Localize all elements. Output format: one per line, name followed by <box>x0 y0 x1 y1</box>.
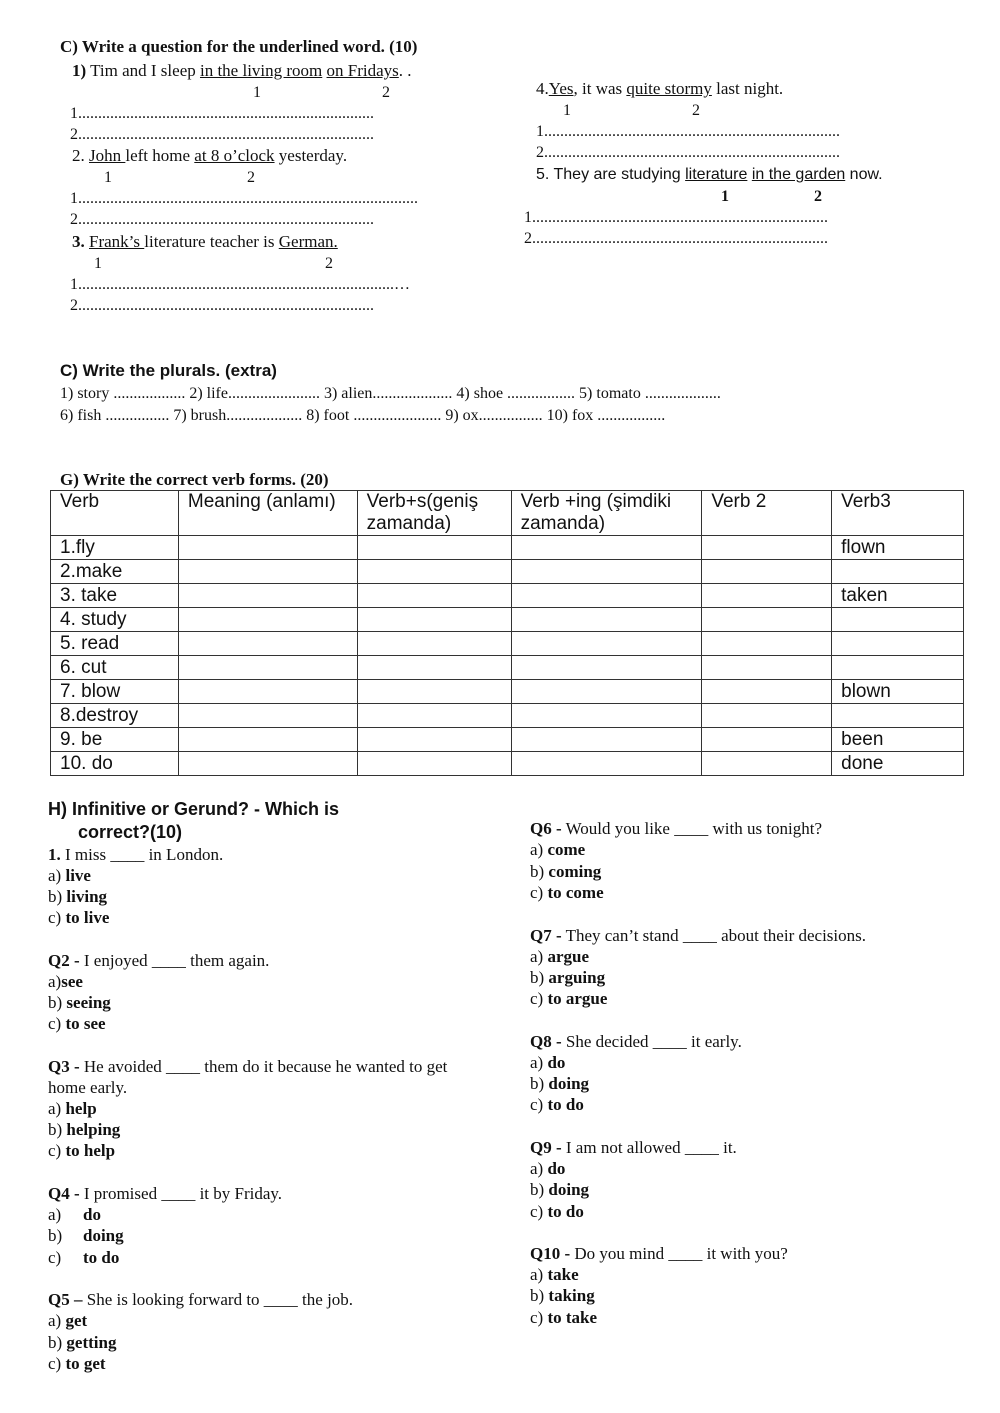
mark-1: 1 <box>94 255 102 272</box>
answer-line-2[interactable]: 2.......................................................................... <box>70 126 374 143</box>
verb-ing-cell[interactable] <box>511 656 702 680</box>
sentence-post: . . <box>398 61 412 80</box>
verb2-cell[interactable] <box>702 704 832 728</box>
option-letter: b) <box>48 1333 67 1352</box>
sentence-pre: Tim and I sleep <box>86 61 200 80</box>
question-item-5 <box>536 165 883 184</box>
verb-cell: 5. read <box>51 632 179 656</box>
header-verb2: Verb 2 <box>702 491 832 536</box>
option-letter: b) <box>530 968 549 987</box>
option-answer: to come <box>547 883 604 902</box>
verb-s-cell[interactable] <box>357 680 511 704</box>
plurals-title: C) Write the plurals. (extra) <box>60 361 277 380</box>
verb2-cell[interactable] <box>702 632 832 656</box>
option-letter: c) <box>48 908 66 927</box>
option-a[interactable] <box>530 947 589 967</box>
question-text: I am not allowed ____ it. <box>561 1138 737 1157</box>
question-label: Q9 - <box>530 1138 562 1157</box>
verb-ing-cell[interactable] <box>511 680 702 704</box>
table-header-row <box>51 491 964 536</box>
option-c[interactable] <box>48 1141 115 1161</box>
option-answer: to take <box>547 1308 598 1327</box>
answer-line-1[interactable]: 1.......................................................................... <box>70 105 374 122</box>
table-row <box>51 728 964 752</box>
option-letter: b) <box>530 1286 549 1305</box>
meaning-cell[interactable] <box>178 728 357 752</box>
option-answer: to get <box>65 1354 106 1373</box>
option-letter: c) <box>530 883 548 902</box>
verb-s-cell[interactable] <box>357 632 511 656</box>
meaning-cell[interactable] <box>178 584 357 608</box>
option-letter: c) <box>530 1095 548 1114</box>
option-answer: get <box>65 1311 88 1330</box>
sentence-post: now. <box>845 166 883 183</box>
verb2-cell[interactable] <box>702 656 832 680</box>
option-letter: b) <box>48 1226 63 1245</box>
question-label: Q6 - <box>530 819 562 838</box>
meaning-cell[interactable] <box>178 632 357 656</box>
option-letter: a) <box>530 947 548 966</box>
option-answer: to argue <box>547 989 608 1008</box>
option-answer: to do <box>547 1202 584 1221</box>
option-answer: doing <box>83 1226 124 1245</box>
sentence-mid: , it was <box>573 79 627 98</box>
option-letter: c) <box>530 1308 548 1327</box>
meaning-cell[interactable] <box>178 704 357 728</box>
option-answer: live <box>65 866 91 885</box>
option-answer: coming <box>548 862 602 881</box>
verb-s-cell[interactable] <box>357 584 511 608</box>
option-answer: getting <box>66 1333 117 1352</box>
option-answer: arguing <box>548 968 606 987</box>
mark-1: 1 <box>721 188 729 205</box>
option-b[interactable] <box>48 1120 120 1140</box>
option-b[interactable] <box>530 1074 589 1094</box>
meaning-cell[interactable] <box>178 608 357 632</box>
meaning-cell[interactable] <box>178 656 357 680</box>
option-b[interactable] <box>48 1226 124 1246</box>
table-row <box>51 680 964 704</box>
verb-cell: 6. cut <box>51 656 179 680</box>
question-item-4 <box>536 79 783 99</box>
section-c-title: C) Write a question for the underlined word. (10) <box>60 37 418 56</box>
option-answer: to do <box>547 1095 584 1114</box>
option-letter: a) <box>48 972 62 991</box>
sentence-mid: left home <box>125 146 195 165</box>
underlined-word-2: at 8 o’clock <box>194 146 275 165</box>
item-number: 1) <box>72 61 87 80</box>
option-answer: taking <box>548 1286 595 1305</box>
question-text: She is looking forward to ____ the job. <box>82 1290 354 1309</box>
header-verb3: Verb3 <box>832 491 964 536</box>
question-2 <box>48 951 269 971</box>
answer-line-2[interactable]: 2.......................................................................... <box>70 297 374 314</box>
verb2-cell[interactable] <box>702 536 832 560</box>
question-label: Q3 - <box>48 1057 80 1076</box>
option-a[interactable] <box>48 1099 97 1119</box>
option-c[interactable] <box>48 908 109 928</box>
answer-line-2[interactable]: 2.......................................................................... <box>70 211 374 228</box>
mark-2: 2 <box>692 102 700 119</box>
verb3-cell[interactable]: flown <box>832 536 964 560</box>
option-letter: a) <box>48 866 66 885</box>
verb-ing-cell[interactable] <box>511 536 702 560</box>
option-letter: b) <box>48 1120 67 1139</box>
answer-line-2[interactable]: 2.......................................................................... <box>524 230 828 247</box>
table-row <box>51 560 964 584</box>
option-c[interactable] <box>530 1095 584 1115</box>
option-answer: to help <box>65 1141 116 1160</box>
verb2-cell[interactable] <box>702 608 832 632</box>
item-number: 3. <box>72 232 85 251</box>
option-letter: c) <box>48 1354 66 1373</box>
meaning-cell[interactable] <box>178 680 357 704</box>
mark-1: 1 <box>253 84 261 101</box>
verb2-cell[interactable] <box>702 680 832 704</box>
item-number: 4. <box>536 79 549 98</box>
verb-ing-cell[interactable] <box>511 584 702 608</box>
verb-cell: 1.fly <box>51 536 179 560</box>
question-1 <box>48 845 223 865</box>
sentence-post: last night. <box>711 79 784 98</box>
verb2-cell[interactable] <box>702 584 832 608</box>
mark-2: 2 <box>247 169 255 186</box>
option-b[interactable] <box>530 968 605 988</box>
option-letter: b) <box>530 862 549 881</box>
verb3-cell[interactable] <box>832 608 964 632</box>
underlined-word-2: German. <box>278 232 338 251</box>
verb2-cell[interactable] <box>702 752 832 776</box>
option-c[interactable] <box>530 1202 584 1222</box>
underlined-word-1: Yes <box>548 79 574 98</box>
question-item-3 <box>72 232 338 252</box>
verb-s-cell[interactable] <box>357 728 511 752</box>
verb3-cell[interactable]: been <box>832 728 964 752</box>
question-label: Q8 - <box>530 1032 562 1051</box>
verb3-cell[interactable] <box>832 560 964 584</box>
verb-cell: 7. blow <box>51 680 179 704</box>
mark-2: 2 <box>325 255 333 272</box>
mark-1: 1 <box>563 102 571 119</box>
answer-line-1[interactable]: 1.......................................................................... <box>536 123 840 140</box>
question-label: Q4 - <box>48 1184 80 1203</box>
table-row <box>51 656 964 680</box>
question-label: Q2 - <box>48 951 80 970</box>
option-a[interactable] <box>48 972 83 992</box>
option-letter: a) <box>48 1311 66 1330</box>
answer-line-2[interactable]: 2.......................................................................... <box>536 144 840 161</box>
option-letter: c) <box>48 1141 66 1160</box>
question-3-cont: home early. <box>48 1078 128 1097</box>
verb-cell: 10. do <box>51 752 179 776</box>
question-4 <box>48 1184 282 1204</box>
option-answer: doing <box>548 1074 590 1093</box>
mark-1: 1 <box>104 169 112 186</box>
option-letter: a) <box>48 1205 62 1224</box>
underlined-word-2: in the garden <box>751 166 846 183</box>
verb3-cell[interactable]: done <box>832 752 964 776</box>
mark-2: 2 <box>814 188 822 205</box>
verb3-cell[interactable]: blown <box>832 680 964 704</box>
verb3-cell[interactable] <box>832 632 964 656</box>
table-row <box>51 752 964 776</box>
option-letter: c) <box>48 1248 62 1267</box>
question-6 <box>530 819 822 839</box>
answer-line-1[interactable]: 1..................................................................................... <box>70 190 418 207</box>
verb-forms-table <box>50 490 964 776</box>
option-answer: doing <box>548 1180 590 1199</box>
option-b[interactable] <box>530 862 601 882</box>
table-row <box>51 608 964 632</box>
option-answer: do <box>547 1159 566 1178</box>
underlined-word-2: quite stormy <box>626 79 712 98</box>
verb-s-cell[interactable] <box>357 704 511 728</box>
underlined-word-2: on Fridays <box>326 61 399 80</box>
option-letter: a) <box>530 1159 548 1178</box>
option-b[interactable] <box>48 993 111 1013</box>
option-answer: come <box>547 840 586 859</box>
verb-ing-cell[interactable] <box>511 704 702 728</box>
option-answer: helping <box>66 1120 121 1139</box>
verb-s-cell[interactable] <box>357 536 511 560</box>
verb2-cell[interactable] <box>702 560 832 584</box>
verb-ing-cell[interactable] <box>511 608 702 632</box>
question-text: I miss ____ in London. <box>60 845 224 864</box>
option-a[interactable] <box>530 1265 579 1285</box>
option-letter: c) <box>48 1014 66 1033</box>
option-answer: living <box>66 887 108 906</box>
header-verb-ing: Verb +ing (şimdiki zamanda) <box>511 491 702 536</box>
option-answer: help <box>65 1099 97 1118</box>
option-answer: to live <box>65 908 110 927</box>
option-a[interactable] <box>48 1311 87 1331</box>
question-7 <box>530 926 866 946</box>
option-letter: b) <box>48 993 67 1012</box>
plurals-row-1[interactable]: 1) story .................. 2) life....................... 3) alien.................... 4) shoe ................. 5) tomato ................... <box>60 385 721 402</box>
option-letter: c) <box>530 989 548 1008</box>
table-row <box>51 584 964 608</box>
section-h-title-cont: correct?(10) <box>78 822 183 842</box>
answer-line-1[interactable]: 1.......................................................................... <box>524 209 828 226</box>
option-b[interactable] <box>530 1286 595 1306</box>
sentence-pre: They are studying <box>549 166 686 183</box>
mark-2: 2 <box>382 84 390 101</box>
verb-ing-cell[interactable] <box>511 632 702 656</box>
option-answer: do <box>83 1205 101 1224</box>
option-letter: b) <box>48 887 67 906</box>
option-a[interactable] <box>530 1159 565 1179</box>
option-answer: do <box>547 1053 566 1072</box>
option-b[interactable] <box>48 1333 116 1353</box>
verb-cell: 3. take <box>51 584 179 608</box>
question-text: Would you like ____ with us tonight? <box>561 819 823 838</box>
option-c[interactable] <box>530 989 607 1009</box>
verb-ing-cell[interactable] <box>511 560 702 584</box>
question-text: Do you mind ____ it with you? <box>570 1244 788 1263</box>
option-b[interactable] <box>530 1180 589 1200</box>
option-answer: take <box>547 1265 579 1284</box>
question-text: They can’t stand ____ about their decisions. <box>561 926 867 945</box>
option-answer: see <box>61 972 83 991</box>
option-a[interactable] <box>48 866 91 886</box>
header-verb: Verb <box>51 491 179 536</box>
verb2-cell[interactable] <box>702 728 832 752</box>
option-a[interactable] <box>530 1053 565 1073</box>
verb-s-cell[interactable] <box>357 560 511 584</box>
verb-ing-cell[interactable] <box>511 752 702 776</box>
question-label: Q10 - <box>530 1244 571 1263</box>
answer-line-1[interactable]: 1...............................................................................… <box>70 276 410 293</box>
plurals-row-2[interactable]: 6) fish ................ 7) brush................... 8) foot ...................... 9) ox................ 10) fox ................. <box>60 407 666 424</box>
underlined-word-1: in the living room <box>199 61 323 80</box>
question-label: Q5 – <box>48 1290 83 1309</box>
option-answer: seeing <box>66 993 111 1012</box>
verb-s-cell[interactable] <box>357 656 511 680</box>
option-answer: to do <box>83 1248 120 1267</box>
option-c[interactable] <box>48 1248 119 1268</box>
table-row <box>51 704 964 728</box>
verb-cell: 9. be <box>51 728 179 752</box>
item-number: 5. <box>536 166 550 183</box>
option-letter: a) <box>530 840 548 859</box>
option-letter: b) <box>530 1180 549 1199</box>
question-text: I promised ____ it by Friday. <box>79 1184 283 1203</box>
underlined-word-1: literature <box>685 166 748 183</box>
option-c[interactable] <box>48 1014 106 1034</box>
option-letter: b) <box>530 1074 549 1093</box>
meaning-cell[interactable] <box>178 560 357 584</box>
question-text: I enjoyed ____ them again. <box>79 951 270 970</box>
verb-cell: 8.destroy <box>51 704 179 728</box>
question-text: She decided ____ it early. <box>561 1032 742 1051</box>
option-b[interactable] <box>48 887 107 907</box>
verb-cell: 4. study <box>51 608 179 632</box>
question-3 <box>48 1057 447 1077</box>
option-a[interactable] <box>530 840 585 860</box>
verb-forms-title: G) Write the correct verb forms. (20) <box>60 470 329 489</box>
table-row <box>51 536 964 560</box>
question-8 <box>530 1032 742 1052</box>
table-row <box>51 632 964 656</box>
section-h-title: H) Infinitive or Gerund? - Which is <box>48 799 339 819</box>
verb-s-cell[interactable] <box>357 752 511 776</box>
option-letter: a) <box>530 1265 548 1284</box>
header-verb-s: Verb+s(geniş zamanda) <box>357 491 511 536</box>
option-c[interactable] <box>530 1308 597 1328</box>
option-c[interactable] <box>48 1354 106 1374</box>
option-c[interactable] <box>530 883 604 903</box>
verb-s-cell[interactable] <box>357 608 511 632</box>
item-number: 2. <box>72 146 85 165</box>
option-letter: c) <box>530 1202 548 1221</box>
option-letter: a) <box>48 1099 66 1118</box>
meaning-cell[interactable] <box>178 536 357 560</box>
option-letter: a) <box>530 1053 548 1072</box>
meaning-cell[interactable] <box>178 752 357 776</box>
question-label: 1. <box>48 845 61 864</box>
option-a[interactable] <box>48 1205 101 1225</box>
question-text: He avoided ____ them do it because he wanted to get <box>79 1057 448 1076</box>
verb-ing-cell[interactable] <box>511 728 702 752</box>
question-label: Q7 - <box>530 926 562 945</box>
sentence-mid: literature teacher is <box>144 232 279 251</box>
question-item-2 <box>72 146 347 166</box>
verb3-cell[interactable] <box>832 656 964 680</box>
underlined-word-1: Frank’s <box>89 232 145 251</box>
header-meaning: Meaning (anlamı) <box>178 491 357 536</box>
question-9 <box>530 1138 737 1158</box>
question-5 <box>48 1290 353 1310</box>
underlined-word-1: John <box>89 146 126 165</box>
verb3-cell[interactable] <box>832 704 964 728</box>
verb3-cell[interactable]: taken <box>832 584 964 608</box>
option-answer: argue <box>547 947 590 966</box>
question-10 <box>530 1244 788 1264</box>
question-item-1 <box>72 61 412 81</box>
sentence-post: yesterday. <box>274 146 348 165</box>
verb-cell: 2.make <box>51 560 179 584</box>
option-answer: to see <box>65 1014 106 1033</box>
